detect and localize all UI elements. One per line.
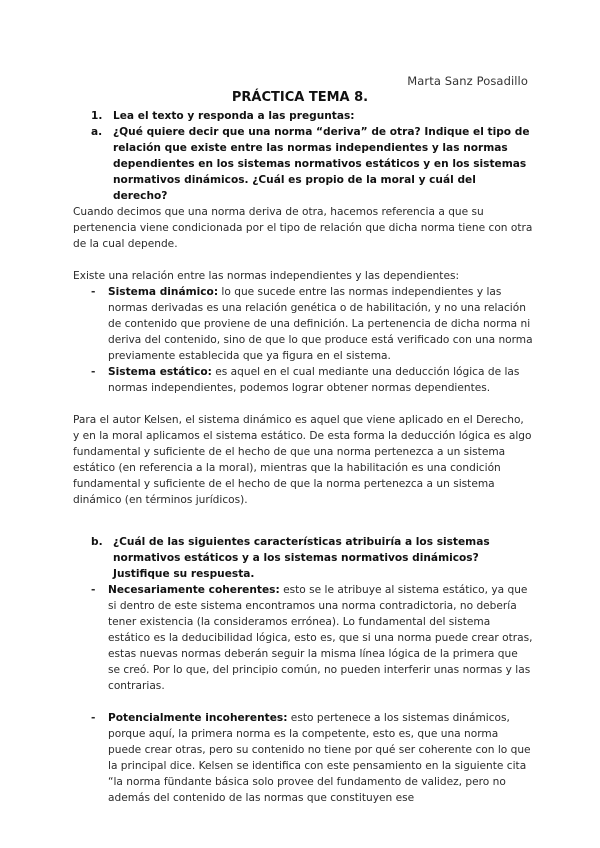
list-item	[73, 284, 533, 364]
question-a-text: ¿Qué quiere decir que una norma “deriva” de otra? Indique el tipo de relación que existe entre las normas independientes y las normas dependientes en los sistemas normativos estáticos y en los sistemas normativos dinámicos. ¿Cuál es propio de la moral y cuál del derecho?	[113, 126, 530, 202]
bullet-term: Sistema dinámico:	[108, 286, 219, 298]
answer-a-paragraph-1: Cuando decimos que una norma deriva de otra, hacemos referencia a que su pertenencia viene condicionada por el tipo de relación que dicha norma tiene con otra de la cual depende.	[73, 206, 533, 250]
list-item	[73, 364, 533, 396]
author-name: Marta Sanz Posadillo	[407, 74, 528, 88]
question-1-text: Lea el texto y responda a las preguntas:	[113, 110, 355, 122]
document-body	[73, 108, 533, 806]
answer-a-paragraph-2: Existe una relación entre las normas independientes y las dependientes:	[73, 270, 460, 282]
list-item	[73, 582, 533, 694]
question-b	[73, 534, 533, 582]
bullet-dash: -	[91, 366, 96, 378]
question-b-text: ¿Cuál de las siguientes características atribuiría a los sistemas normativos estáticos y a los sistemas normativos dinámicos? Justifique su respuesta.	[113, 536, 490, 580]
answer-a-bullet-list	[73, 284, 533, 396]
bullet-term: Potencialmente incoherentes:	[108, 712, 288, 724]
bullet-term: Sistema estático:	[108, 366, 212, 378]
bullet-dash: -	[91, 712, 96, 724]
bullet-text: esto pertenece a los sistemas dinámicos, porque aquí, la primera norma es la competente, esto es, que una norma puede crear otras, pero su contenido no tiene por qué ser coherente con lo que la principal dice. Kelsen se identifica con este pensamiento en la siguiente cita “la norma fündante básica solo provee del fundamento de validez, pero no además del contenido de las normas que constituyen ese	[108, 712, 531, 804]
bullet-text: es aquel en el cual mediante una deducción lógica de las normas independientes, podemos lograr obtener normas dependientes.	[108, 366, 520, 394]
question-1-number: 1.	[91, 110, 103, 122]
answer-b-bullet-list	[73, 582, 533, 694]
list-item	[73, 710, 533, 806]
answer-b-bullet-list-2	[73, 710, 533, 806]
bullet-term: Necesariamente coherentes:	[108, 584, 280, 596]
question-a	[73, 124, 533, 204]
bullet-dash: -	[91, 286, 96, 298]
question-b-letter: b.	[91, 536, 103, 548]
bullet-dash: -	[91, 584, 96, 596]
question-1	[73, 108, 533, 124]
bullet-text: lo que sucede entre las normas independientes y las normas derivadas es una relación genética o de habilitación, y no una relación de contenido que proviene de una definición. La pertenencia de dicha norma ni deriva del contenido, sino de que lo que produce está verificado con una norma previamente establecida que ya figura en el sistema.	[108, 286, 533, 362]
question-a-letter: a.	[91, 126, 103, 138]
answer-a-paragraph-3: Para el autor Kelsen, el sistema dinámico es aquel que viene aplicado en el Derecho, y en la moral aplicamos el sistema estático. De esta forma la deducción lógica es algo fundamental y suficiente de el hecho de que una norma pertenezca a un sistema estático (en referencia a la moral), mientras que la habilitación es una condición fundamental y suficiente de el hecho de que la norma pertenezca a un sistema dinámico (en términos jurídicos).	[73, 414, 532, 506]
page-title: PRÁCTICA TEMA 8.	[231, 90, 369, 105]
bullet-text: esto se le atribuye al sistema estático, ya que si dentro de este sistema encontramos una norma contradictoria, no debería tener existencia (la consideramos errónea). Lo fundamental del sistema estático es la deducibilidad lógica, esto es, que si una norma puede crear otras, estas nuevas normas deberán seguir la misma línea lógica de la primera que se creó. Por lo que, del principio común, no pueden interferir unas normas y las contrarias.	[108, 584, 533, 692]
